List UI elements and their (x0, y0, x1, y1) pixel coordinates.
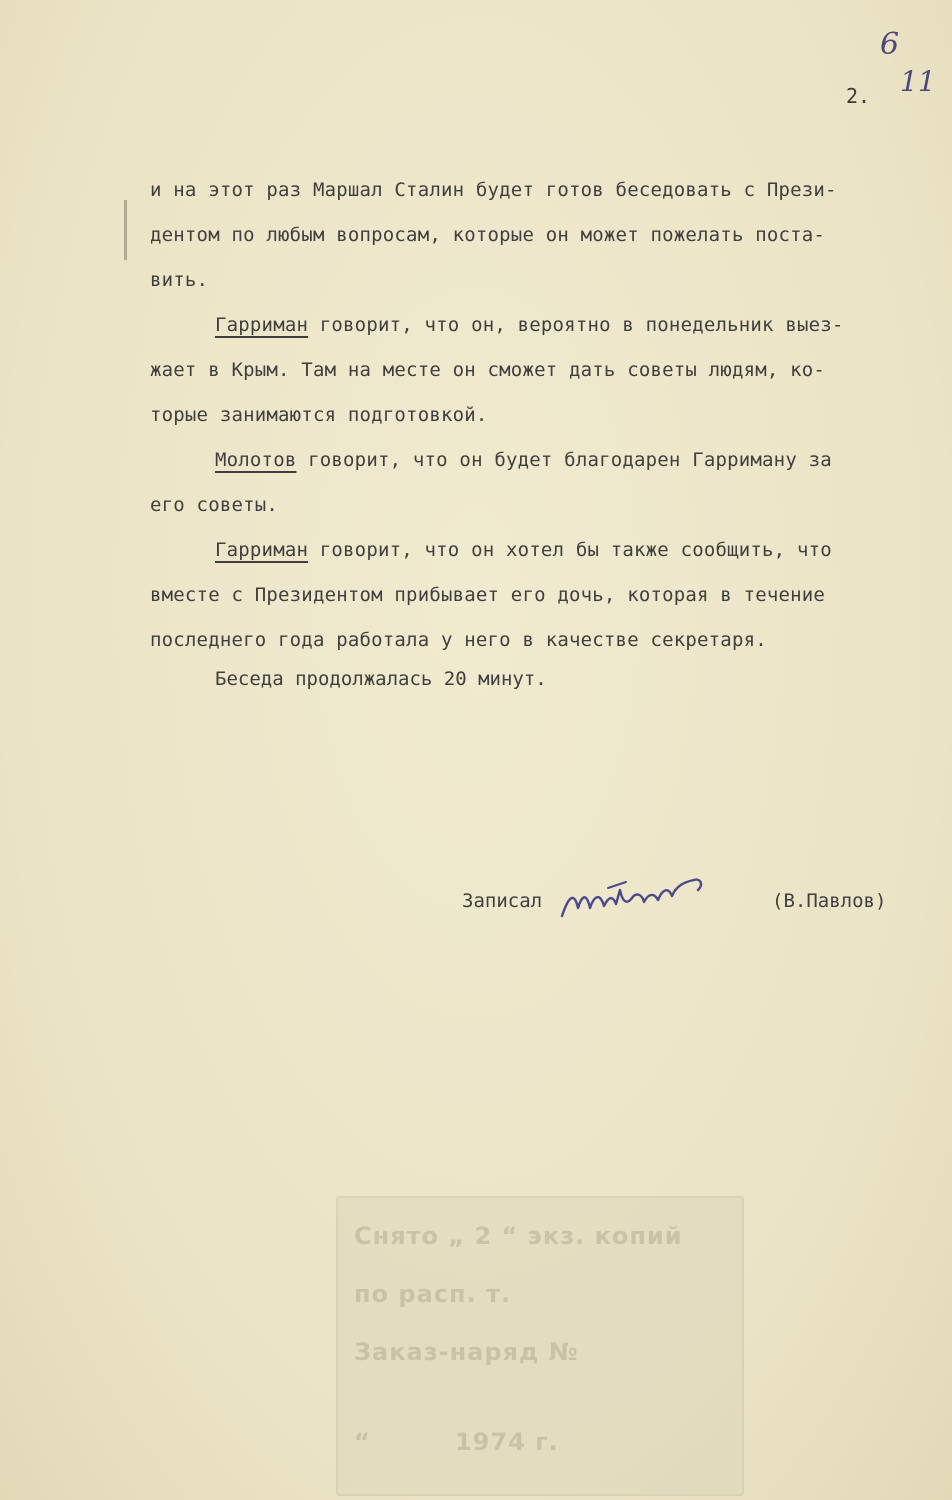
body-line-2: дентом по любым вопросам, которые он может пожелать поста- (150, 224, 826, 246)
paragraph-harriman-2-line-3: последнего года работала у него в качестве секретаря. (150, 629, 767, 651)
paragraph-harriman-1-line-3: торые занимаются подготовкой. (150, 404, 488, 426)
paragraph-text: говорит, что он будет благодарен Гарриману за (296, 449, 832, 471)
paragraph-harriman-2-line-1 (150, 528, 920, 573)
page-number: 2. (846, 84, 871, 108)
paragraph-harriman-2-line-2: вместе с Президентом прибывает его дочь, которая в течение (150, 584, 826, 606)
paragraph-text: говорит, что он хотел бы также сообщить, что (308, 539, 832, 561)
speaker-name: Гарриман (215, 314, 309, 336)
paragraph-molotov-line-2: его советы. (150, 494, 279, 516)
handwritten-signature (554, 868, 714, 928)
archive-number-bottom: 11 (900, 65, 936, 98)
stamp-line-2: по расп. т. (354, 1280, 512, 1308)
body-line-1: и на этот раз Маршал Сталин будет готов беседовать с Прези- (150, 179, 837, 201)
paragraph-text: говорит, что он, вероятно в понедельник выез- (308, 314, 844, 336)
archive-number-top: 6 (880, 27, 900, 62)
paragraph-harriman-1-line-1 (150, 303, 920, 348)
stamp-line-1: Снято „ 2 “ экз. копий (354, 1222, 683, 1250)
closing-line: Беседа продолжалась 20 минут. (215, 668, 547, 690)
signature-block (462, 880, 922, 930)
signature-label: Записал (462, 890, 543, 912)
stamp-line-5: “ 1974 г. (354, 1428, 559, 1456)
stamp-line-3: Заказ-наряд № (354, 1338, 579, 1366)
paragraph-harriman-1-line-2: жает в Крым. Там на месте он сможет дать советы людям, ко- (150, 359, 826, 381)
margin-mark (124, 200, 127, 260)
signer-name: (В.Павлов) (772, 890, 887, 912)
speaker-name: Молотов (215, 449, 297, 471)
document-body (150, 168, 920, 663)
faded-stamp (336, 1196, 744, 1496)
speaker-name: Гарриман (215, 539, 309, 561)
body-line-3: вить. (150, 269, 209, 291)
paragraph-molotov-line-1 (150, 438, 920, 483)
